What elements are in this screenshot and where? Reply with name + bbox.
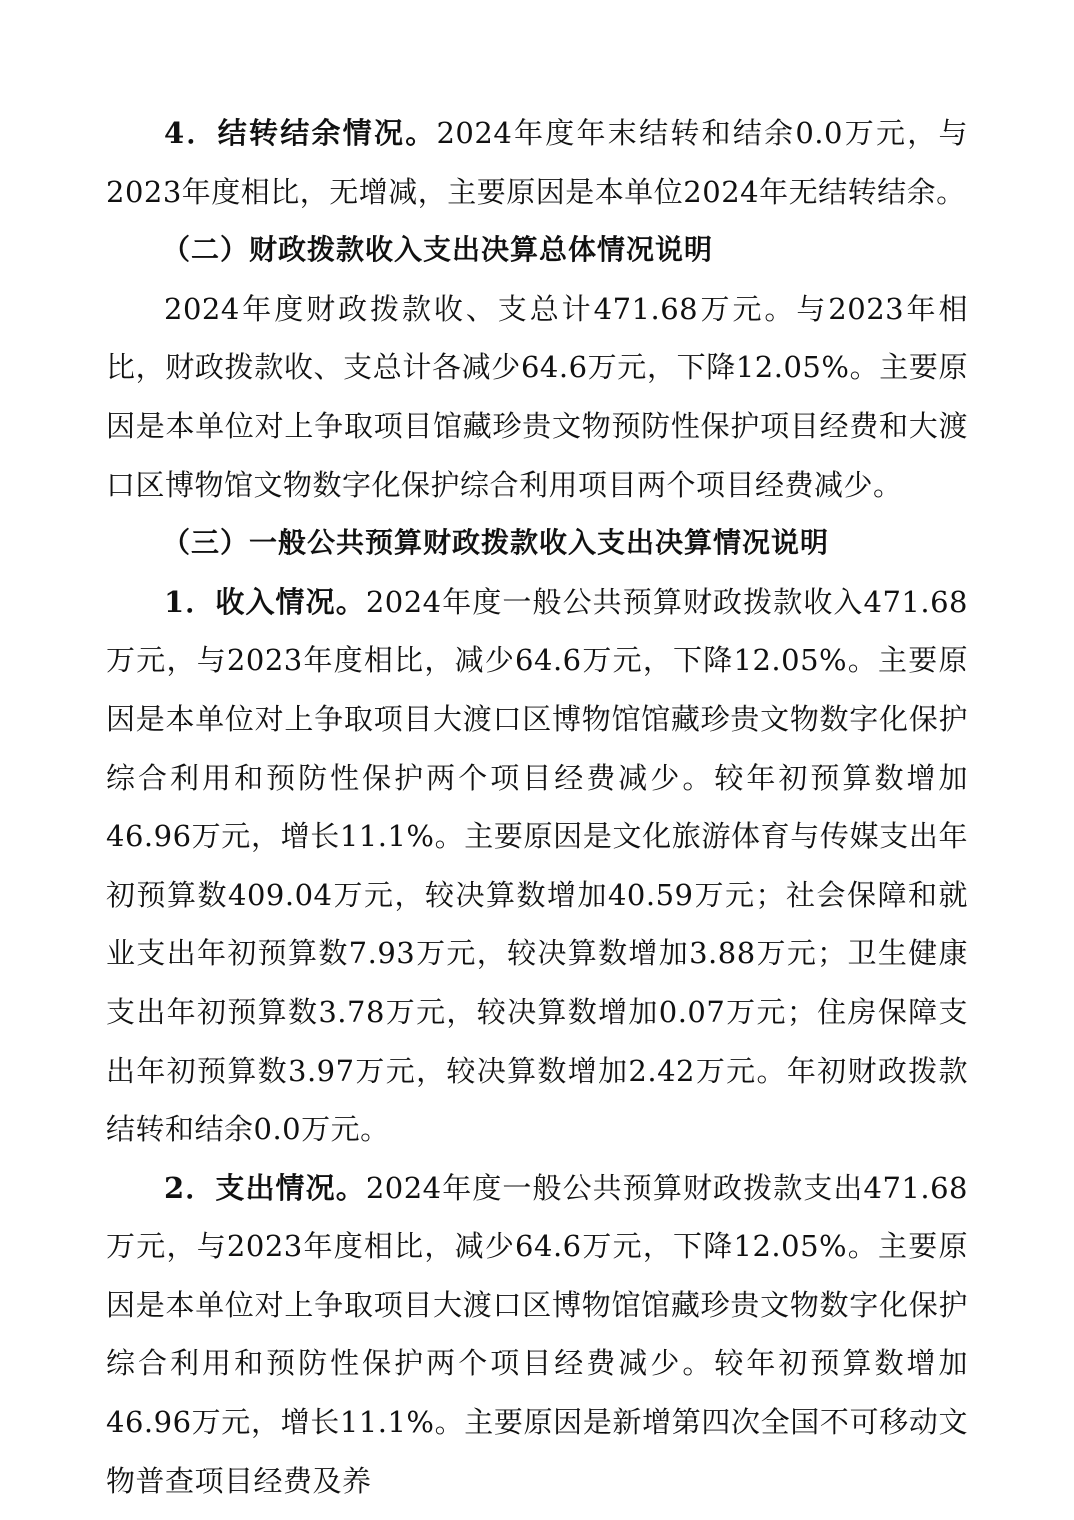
- section-2-paragraph: 2024年度财政拨款收、支总计471.68万元。与2023年相比，财政拨款收、支总计各减少64.6万元，下降12.05%。主要原因是本单位对上争取项目馆藏珍贵文物预防性保护项目经费和大渡口区博物馆文物数字化保护综合利用项目两个项目经费减少。: [106, 291, 968, 502]
- income-paragraph: [106, 573, 968, 1159]
- income-text: 2024年度一般公共预算财政拨款收入471.68万元，与2023年度相比，减少64.6万元，下降12.05%。主要原因是本单位对上争取项目大渡口区博物馆馆藏珍贵文物数字化保护综合利用和预防性保护两个项目经费减少。较年初预算数增加46.96万元，增长11.1%。主要原因是文化旅游体育与传媒支出年初预算数409.04万元，较决算数增加40.59万元；社会保障和就业支出年初预算数7.93万元，较决算数增加3.88万元；卫生健康支出年初预算数3.78万元，较决算数增加0.07万元；住房保障支出年初预算数3.97万元，较决算数增加2.42万元。年初财政拨款结转和结余0.0万元。: [106, 584, 968, 1147]
- carryover-text: 2024年度年末结转和结余0.0万元，与2023年度相比，无增减，主要原因是本单位2024年无结转结余。: [106, 116, 968, 209]
- section-3-heading: （三）一般公共预算财政拨款收入支出决算情况说明: [162, 526, 830, 560]
- carryover-lead: 4．结转结余情况。: [164, 116, 437, 150]
- expense-lead: 2．支出情况。: [164, 1170, 366, 1205]
- section-2-heading: （二）财政拨款收入支出决算总体情况说明: [162, 233, 714, 267]
- carryover-paragraph: [106, 104, 968, 221]
- expense-text: 2024年度一般公共预算财政拨款支出471.68万元，与2023年度相比，减少64.6万元，下降12.05%。主要原因是本单位对上争取项目大渡口区博物馆馆藏珍贵文物数字化保护综合利用和预防性保护两个项目经费减少。较年初预算数增加46.96万元，增长11.1%。主要原因是新增第四次全国不可移动文物普查项目经费及养: [106, 1170, 968, 1498]
- income-lead: 1．收入情况。: [164, 584, 366, 619]
- document-page: [106, 104, 968, 1510]
- expense-paragraph: [106, 1159, 968, 1511]
